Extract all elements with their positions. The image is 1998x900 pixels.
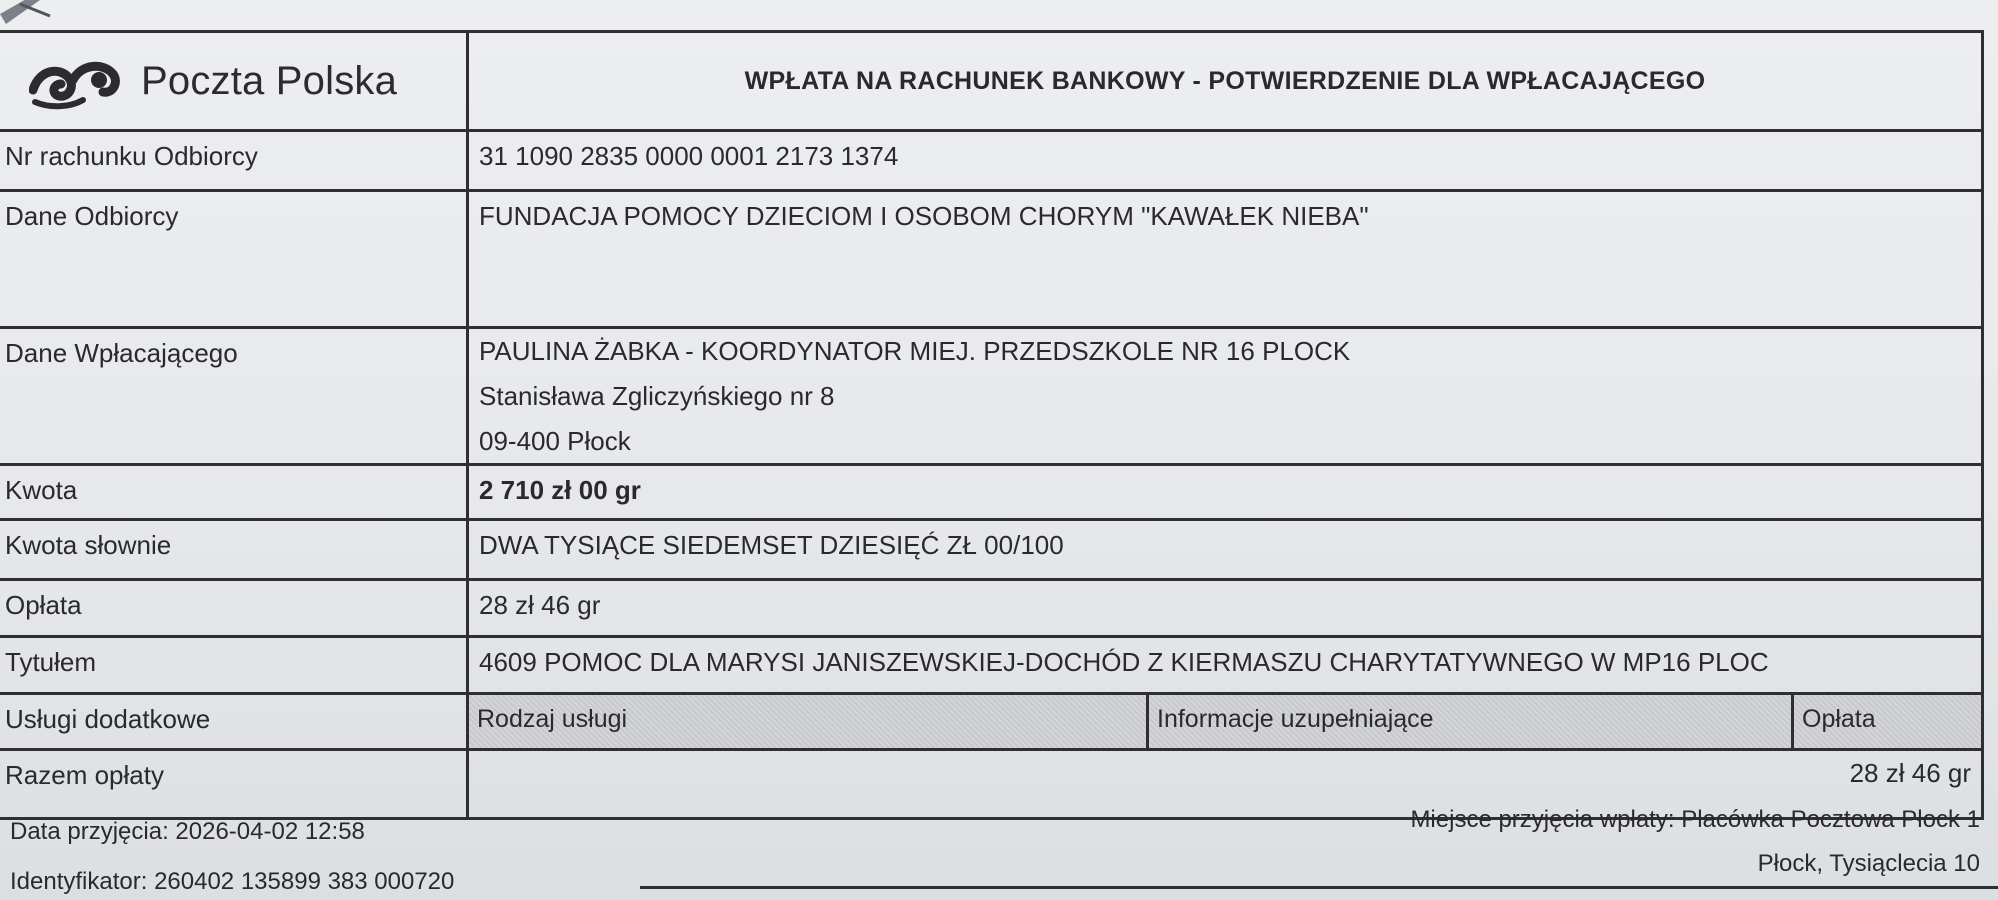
amount-row <box>0 466 1981 521</box>
amount-words-row <box>0 521 1981 581</box>
services-row <box>0 695 1981 751</box>
payer-row <box>0 329 1981 466</box>
transaction-identifier: Identyfikator: 260402 135899 383 000720 <box>10 868 455 895</box>
fee-value: 28 zł 46 gr <box>479 590 601 620</box>
footer-divider <box>640 886 1998 889</box>
amount-words-value: DWA TYSIĄCE SIEDEMSET DZIESIĘĆ ZŁ 00/100 <box>479 530 1064 560</box>
service-type-header: Rodzaj usługi <box>469 695 1149 748</box>
payer-name: PAULINA ŻABKA - KOORDYNATOR MIEJ. PRZEDSZKOLE NR 16 PLOCK <box>479 336 1351 366</box>
recipient-row <box>0 192 1981 329</box>
recipient-value: FUNDACJA POMOCY DZIECIOM I OSOBOM CHORYM "KAWAŁEK NIEBA" <box>479 201 1369 231</box>
account-value: 31 1090 2835 0000 0001 2173 1374 <box>479 141 899 171</box>
title-label: Tytułem <box>0 638 469 692</box>
slip-table <box>0 30 1984 820</box>
total-fees-value: 28 zł 46 gr <box>1849 758 1971 788</box>
service-fee-header: Opłata <box>1794 695 1981 748</box>
poczta-polska-horn-icon <box>29 50 127 112</box>
payer-city: 09-400 Płock <box>479 426 631 456</box>
payer-label: Dane Wpłacającego <box>0 329 469 463</box>
amount-label: Kwota <box>0 466 469 518</box>
fee-label: Opłata <box>0 581 469 635</box>
fee-row <box>0 581 1981 638</box>
brand-name: Poczta Polska <box>141 59 398 103</box>
title-value: 4609 POMOC DLA MARYSI JANISZEWSKIEJ-DOCHÓD Z KIERMASZU CHARYTATYWNEGO W MP16 PLOC <box>479 647 1769 677</box>
logo <box>0 33 469 129</box>
services-label: Usługi dodatkowe <box>0 695 469 748</box>
amount-words-label: Kwota słownie <box>0 521 469 578</box>
total-fees-label: Razem opłaty <box>0 751 469 817</box>
amount-value: 2 710 zł 00 gr <box>479 475 641 505</box>
services-table <box>469 695 1981 748</box>
acceptance-place: Miejsce przyjęcia wpłaty: Placówka Pocztowa Płock 1 <box>1410 806 1980 833</box>
accepted-date: Data przyjęcia: 2026-04-02 12:58 <box>10 818 365 845</box>
header-row <box>0 33 1981 132</box>
document-title: WPŁATA NA RACHUNEK BANKOWY - POTWIERDZENIE DLA WPŁACAJĄCEGO <box>744 66 1706 95</box>
account-label: Nr rachunku Odbiorcy <box>0 132 469 189</box>
acceptance-address: Płock, Tysiąclecia 10 <box>1757 850 1980 877</box>
payer-value <box>469 329 1981 463</box>
title-row <box>0 638 1981 695</box>
service-info-header: Informacje uzupełniające <box>1149 695 1794 748</box>
account-row <box>0 132 1981 192</box>
recipient-label: Dane Odbiorcy <box>0 192 469 326</box>
payer-street: Stanisława Zgliczyńskiego nr 8 <box>479 381 835 411</box>
